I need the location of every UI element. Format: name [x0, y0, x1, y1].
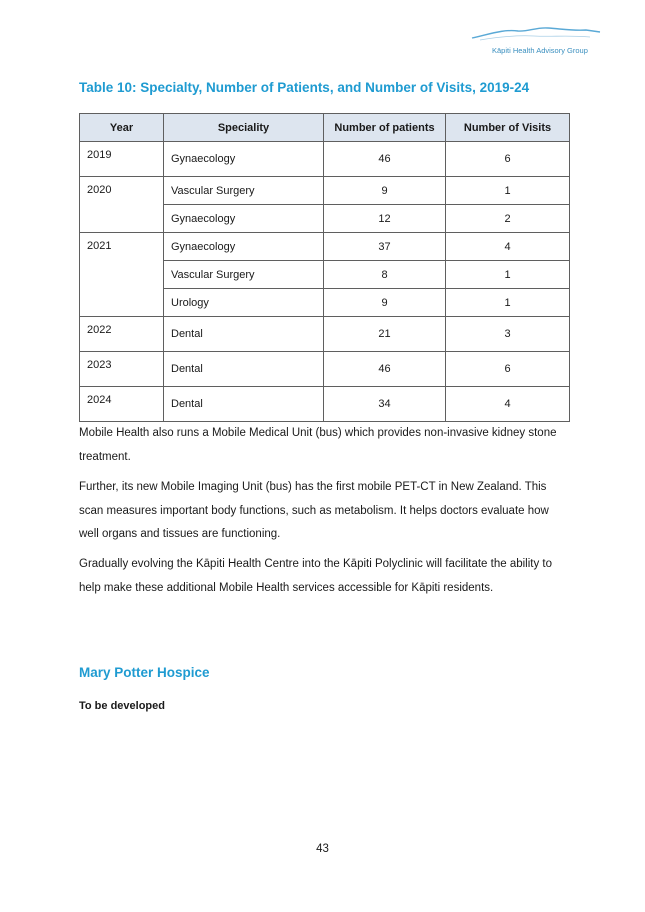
visits-cell: 2: [446, 205, 570, 233]
column-header-speciality: Speciality: [164, 114, 324, 142]
speciality-cell: Vascular Surgery: [164, 177, 324, 205]
patients-cell: 9: [324, 289, 446, 317]
speciality-cell: Dental: [164, 317, 324, 352]
patients-cell: 8: [324, 261, 446, 289]
visits-cell: 4: [446, 233, 570, 261]
header-logo: [470, 18, 610, 60]
speciality-cell: Dental: [164, 387, 324, 422]
visits-cell: 3: [446, 317, 570, 352]
speciality-cell: Urology: [164, 289, 324, 317]
table-row: [80, 317, 570, 352]
table-row: [80, 233, 570, 261]
section-note: To be developed: [79, 700, 165, 712]
patients-cell: 46: [324, 352, 446, 387]
year-cell: 2021: [80, 233, 164, 317]
paragraph-polyclinic: [79, 553, 571, 600]
year-cell: 2019: [80, 142, 164, 177]
table-header-row: [80, 114, 570, 142]
visits-cell: 4: [446, 387, 570, 422]
patients-cell: 21: [324, 317, 446, 352]
visits-cell: 6: [446, 352, 570, 387]
table-row: [80, 177, 570, 205]
patients-cell: 9: [324, 177, 446, 205]
year-cell: 2024: [80, 387, 164, 422]
paragraph-text: Mobile Health also runs a Mobile Medical Unit (bus) which provides non-invasive kidney stone treatment.: [79, 427, 557, 463]
year-cell: 2023: [80, 352, 164, 387]
visits-cell: 1: [446, 177, 570, 205]
table-row: [80, 387, 570, 422]
speciality-cell: Gynaecology: [164, 205, 324, 233]
section-heading: Mary Potter Hospice: [79, 665, 210, 680]
page-number: 43: [316, 843, 329, 855]
visits-cell: 6: [446, 142, 570, 177]
paragraph-text: Further, its new Mobile Imaging Unit (bus) has the first mobile PET-CT in New Zealand. This scan measures important body functions, such as metabolism. It helps doctors evaluate how well organs and tissues are functioning.: [79, 481, 549, 540]
year-cell: 2020: [80, 177, 164, 233]
visits-cell: 1: [446, 289, 570, 317]
column-header-visits: Number of Visits: [446, 114, 570, 142]
speciality-cell: Vascular Surgery: [164, 261, 324, 289]
patients-cell: 37: [324, 233, 446, 261]
patients-cell: 46: [324, 142, 446, 177]
speciality-cell: Gynaecology: [164, 142, 324, 177]
column-header-patients: Number of patients: [324, 114, 446, 142]
paragraph-mobile-medical-unit: [79, 422, 571, 469]
paragraph-text: Gradually evolving the Kāpiti Health Centre into the Kāpiti Polyclinic will facilitate the ability to help make these additional Mobile Health services accessible for Kāpiti residents.: [79, 558, 553, 594]
table-title: Table 10: Specialty, Number of Patients, and Number of Visits, 2019-24: [79, 80, 530, 95]
visits-cell: 1: [446, 261, 570, 289]
mountain-logo-icon: [470, 18, 610, 44]
table-row: [80, 142, 570, 177]
speciality-cell: Gynaecology: [164, 233, 324, 261]
paragraph-mobile-imaging-unit: [79, 476, 571, 547]
logo-text: Kāpiti Health Advisory Group: [492, 46, 588, 55]
column-header-year: Year: [80, 114, 164, 142]
specialty-table: [79, 113, 570, 422]
year-cell: 2022: [80, 317, 164, 352]
patients-cell: 34: [324, 387, 446, 422]
speciality-cell: Dental: [164, 352, 324, 387]
patients-cell: 12: [324, 205, 446, 233]
table-row: [80, 352, 570, 387]
